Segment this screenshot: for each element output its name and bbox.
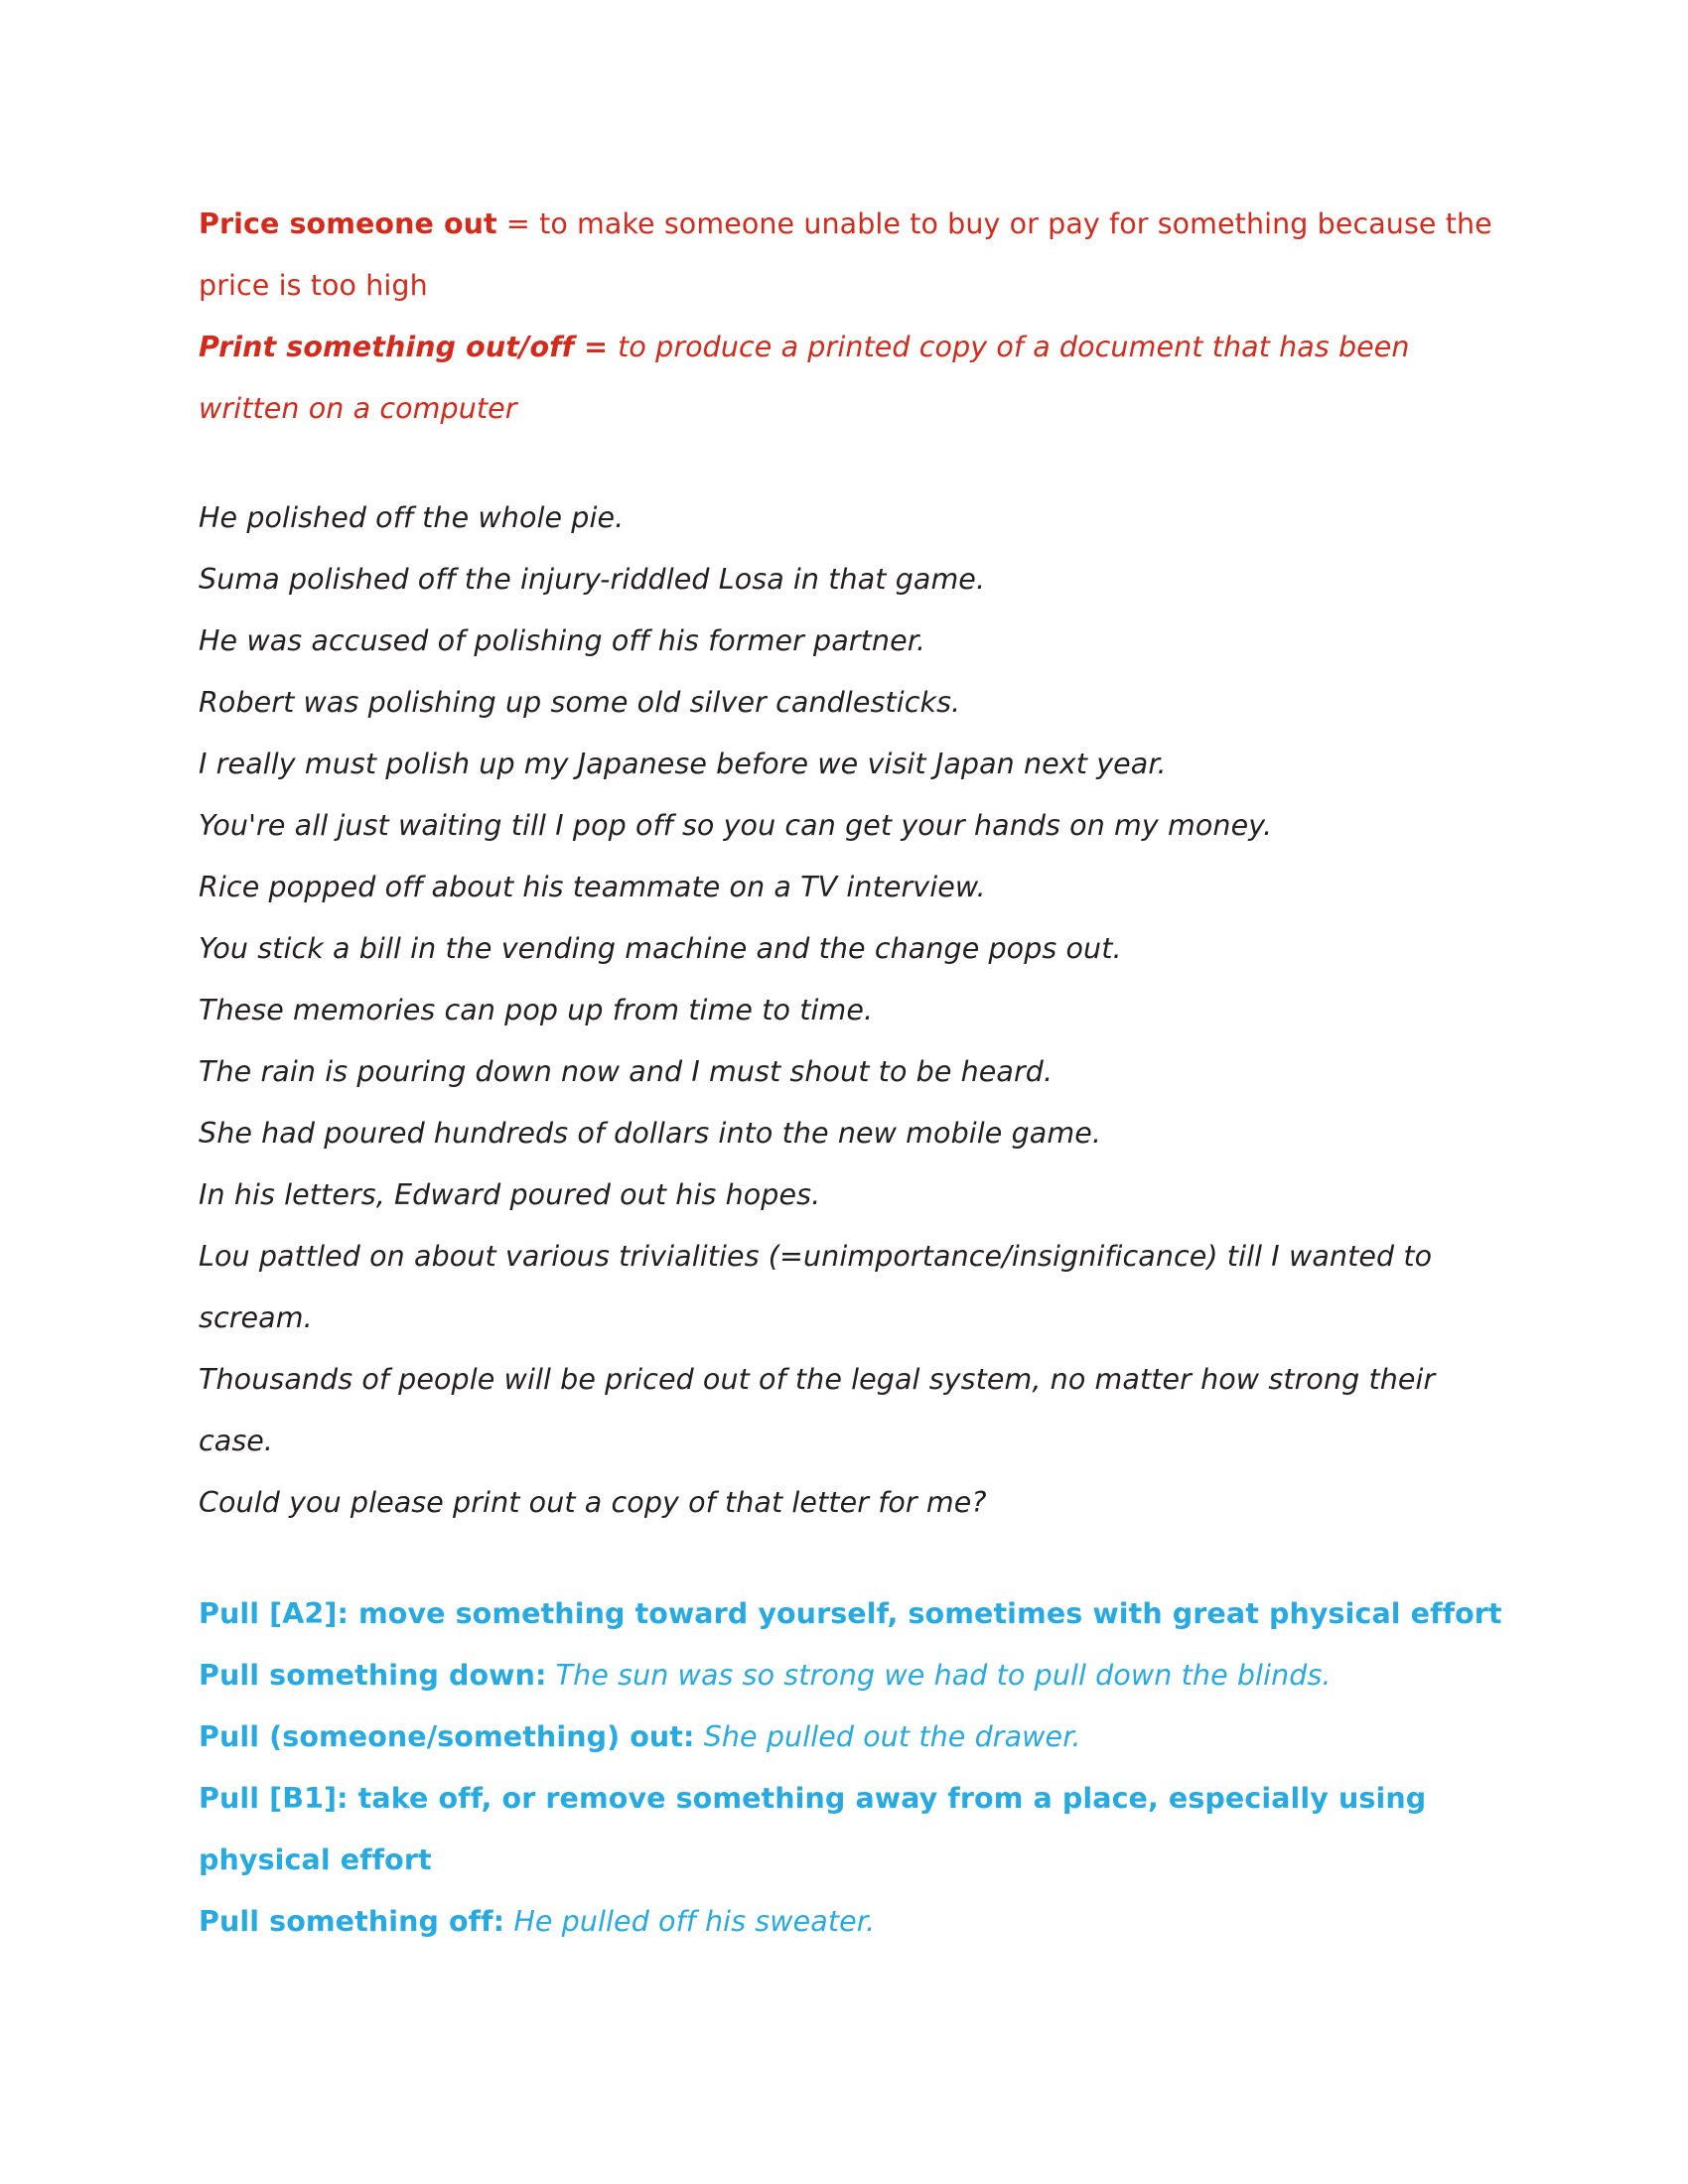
example-sentence: In his letters, Edward poured out his hopes. bbox=[199, 1178, 821, 1211]
example-sentence: He was accused of polishing off his former partner. bbox=[199, 624, 926, 657]
example-sentence: These memories can pop up from time to time. bbox=[199, 994, 874, 1026]
blue-definitions-block bbox=[199, 1583, 1504, 1953]
blue-entry-body: He pulled off his sweater. bbox=[504, 1905, 876, 1938]
example-sentence: You're all just waiting till I pop off so you can get your hands on my money. bbox=[199, 809, 1273, 842]
example-sentence: Thousands of people will be priced out of the legal system, no matter how strong their case. bbox=[199, 1363, 1445, 1457]
blue-entry bbox=[199, 1706, 1504, 1768]
example-sentence: He polished off the whole pie. bbox=[199, 501, 625, 534]
definition-text: to make someone unable to buy or pay for something because the price is too high bbox=[199, 207, 1501, 302]
red-definitions-block bbox=[199, 194, 1504, 440]
definition-term: Price someone out bbox=[199, 207, 497, 240]
example-sentence: Lou pattled on about various trivialities (=unimportance/insignificance) till I wanted to scream. bbox=[199, 1240, 1442, 1334]
blue-entry-body: move something toward yourself, sometimes with great physical effort bbox=[348, 1597, 1502, 1630]
definition-text: to produce a printed copy of a document that has been written on a computer bbox=[199, 331, 1419, 425]
definition-entry bbox=[199, 317, 1504, 440]
example-sentence: The rain is pouring down now and I must shout to be heard. bbox=[199, 1055, 1054, 1088]
blue-entry-head: Pull [B1]: bbox=[199, 1782, 349, 1815]
examples-block bbox=[199, 487, 1504, 1534]
example-sentence: Rice popped off about his teammate on a TV interview. bbox=[199, 871, 986, 903]
blue-entry-head: Pull [A2]: bbox=[199, 1597, 349, 1630]
definition-separator: = bbox=[496, 207, 540, 240]
blue-entry-head: Pull something down: bbox=[199, 1659, 547, 1692]
blue-entry-head: Pull something off: bbox=[199, 1905, 505, 1938]
blue-entry bbox=[199, 1891, 1504, 1953]
example-sentence: I really must polish up my Japanese before we visit Japan next year. bbox=[199, 748, 1167, 780]
example-sentence: Could you please print out a copy of that letter for me? bbox=[199, 1486, 987, 1519]
blue-entry-body: She pulled out the drawer. bbox=[694, 1720, 1081, 1753]
example-sentence: Suma polished off the injury-riddled Losa in that game. bbox=[199, 563, 986, 596]
definition-term: Print something out/off bbox=[199, 331, 575, 363]
example-sentence: Robert was polishing up some old silver candlesticks. bbox=[199, 686, 961, 719]
blue-entry-head: Pull (someone/something) out: bbox=[199, 1720, 695, 1753]
definition-entry bbox=[199, 194, 1504, 317]
example-sentence: She had poured hundreds of dollars into the new mobile game. bbox=[199, 1117, 1102, 1150]
definition-separator: = bbox=[574, 331, 619, 363]
blue-entry bbox=[199, 1583, 1504, 1645]
blue-entry-body: take off, or remove something away from a place, especially using physical effort bbox=[199, 1782, 1437, 1876]
blue-entry bbox=[199, 1768, 1504, 1891]
blue-entry bbox=[199, 1645, 1504, 1706]
blue-entry-body: The sun was so strong we had to pull down the blinds. bbox=[546, 1659, 1332, 1692]
example-sentence: You stick a bill in the vending machine and the change pops out. bbox=[199, 932, 1122, 965]
